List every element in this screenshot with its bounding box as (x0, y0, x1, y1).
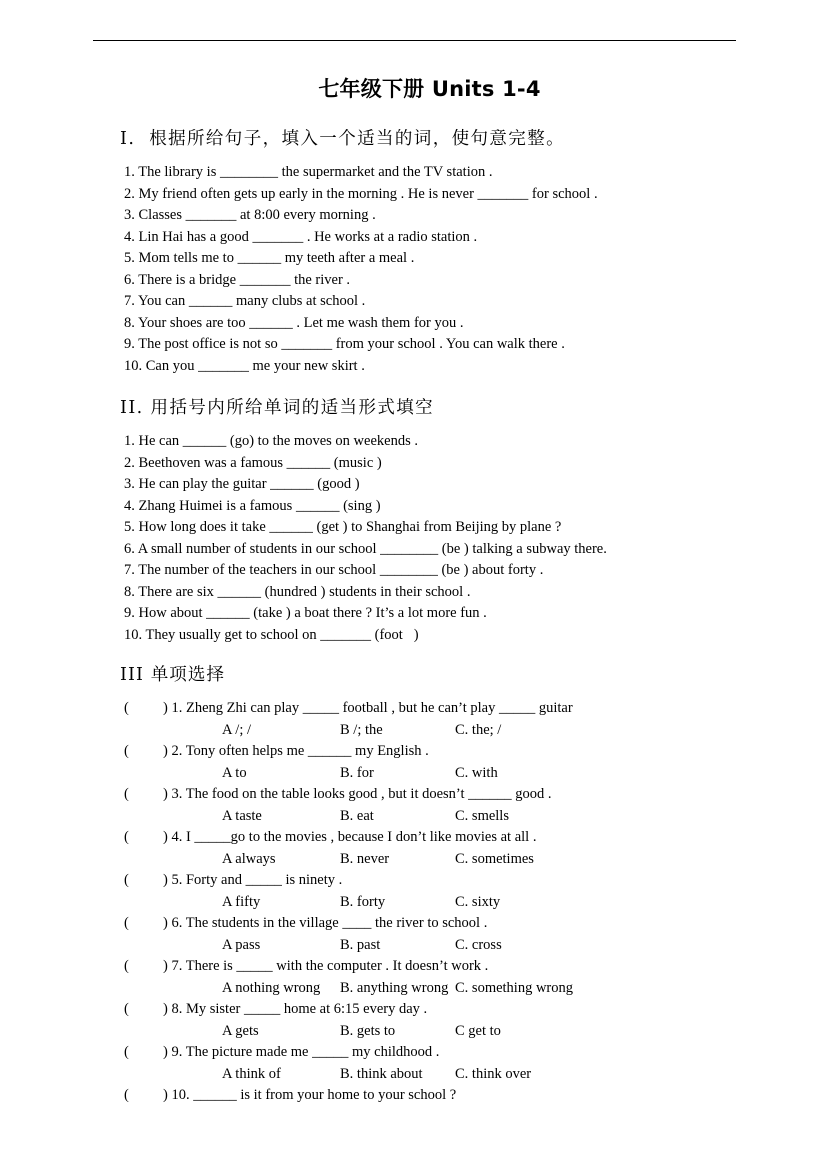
list-item: 2. Beethoven was a famous ______ (music ) (124, 454, 382, 471)
answer-box-close-paren: ) (163, 1044, 168, 1060)
page-title: 七年级下册 Units 1-4 (318, 77, 541, 101)
multiple-choice-question (0, 956, 827, 999)
option-row (0, 763, 827, 785)
answer-box-close-paren: ) (163, 915, 168, 931)
list-item: 10. They usually get to school on _______ (foot ) (124, 626, 419, 643)
option-b[interactable]: B. for (340, 764, 374, 781)
list-item: 5. Mom tells me to ______ my teeth after a meal . (124, 250, 415, 266)
question-text: 8. My sister _____ home at 6:15 every day . (167, 1001, 428, 1017)
answer-box-close-paren: ) (163, 958, 168, 974)
option-row (0, 720, 827, 742)
section-heading-3: III 单项选择 (120, 665, 226, 685)
multiple-choice-question (0, 999, 827, 1042)
question-stem-row (0, 999, 827, 1021)
list-item: 1. The library is ________ the supermarket and the TV station . (124, 164, 493, 180)
list-item: 7. The number of the teachers in our school ________ (be ) about forty . (124, 562, 544, 578)
multiple-choice-question (0, 827, 827, 870)
option-c[interactable]: C. the; / (455, 721, 502, 738)
answer-box-close-paren: ) (163, 1087, 168, 1103)
section-2-item-list (0, 431, 827, 646)
question-text: 4. I _____go to the movies , because I don’t like movies at all . (167, 829, 537, 845)
option-a[interactable]: A /; / (222, 721, 252, 738)
question-stem-row (0, 1042, 827, 1064)
list-item: 4. Lin Hai has a good _______ . He works at a radio station . (124, 228, 478, 245)
option-a[interactable]: A always (222, 850, 276, 867)
question-text: 5. Forty and _____ is ninety . (167, 872, 343, 888)
list-item: 9. The post office is not so _______ from your school . You can walk there . (124, 336, 565, 352)
header-divider-rule (93, 40, 736, 41)
list-item: 10. Can you _______ me your new skirt . (124, 357, 365, 374)
list-item: 6. A small number of students in our school ________ (be ) talking a subway there. (124, 540, 607, 557)
option-c[interactable]: C. something wrong (455, 979, 574, 996)
answer-box-close-paren: ) (163, 786, 168, 802)
option-row (0, 1021, 827, 1043)
question-stem-row (0, 741, 827, 763)
option-b[interactable]: B. never (340, 850, 390, 867)
option-row (0, 892, 827, 914)
answer-box-open-paren[interactable]: ( (124, 829, 129, 845)
option-row (0, 806, 827, 828)
option-b[interactable]: B. gets to (340, 1022, 396, 1039)
answer-box-open-paren[interactable]: ( (124, 743, 129, 759)
list-item: 8. There are six ______ (hundred ) students in their school . (124, 583, 471, 600)
multiple-choice-question (0, 913, 827, 956)
option-a[interactable]: A gets (222, 1022, 259, 1039)
answer-box-close-paren: ) (163, 700, 168, 716)
option-b[interactable]: B. forty (340, 893, 386, 910)
option-b[interactable]: B /; the (340, 721, 383, 738)
multiple-choice-question (0, 784, 827, 827)
option-a[interactable]: A pass (222, 936, 261, 953)
answer-box-open-paren[interactable]: ( (124, 1001, 129, 1017)
question-text: 7. There is _____ with the computer . It doesn’t work . (167, 958, 489, 974)
option-c[interactable]: C get to (455, 1022, 501, 1039)
question-text: 1. Zheng Zhi can play _____ football , but he can’t play _____ guitar (167, 700, 573, 716)
option-a[interactable]: A to (222, 764, 247, 781)
multiple-choice-question (0, 1085, 827, 1107)
section-1-item-list (0, 162, 827, 377)
question-stem-row (0, 698, 827, 720)
list-item: 7. You can ______ many clubs at school . (124, 293, 366, 309)
question-stem-row (0, 956, 827, 978)
option-c[interactable]: C. sixty (455, 893, 501, 910)
question-text: 9. The picture made me _____ my childhood . (167, 1044, 440, 1060)
answer-box-open-paren[interactable]: ( (124, 872, 129, 888)
multiple-choice-question (0, 741, 827, 784)
option-row (0, 978, 827, 1000)
question-stem-row (0, 870, 827, 892)
option-c[interactable]: C. cross (455, 936, 502, 953)
section-3-question-list (0, 698, 827, 1107)
question-text: 2. Tony often helps me ______ my English . (167, 743, 429, 759)
answer-box-open-paren[interactable]: ( (124, 786, 129, 802)
answer-box-open-paren[interactable]: ( (124, 700, 129, 716)
list-item: 4. Zhang Huimei is a famous ______ (sing ) (124, 497, 381, 514)
document-content (0, 74, 827, 1107)
answer-box-close-paren: ) (163, 743, 168, 759)
question-stem-row (0, 827, 827, 849)
option-a[interactable]: A taste (222, 807, 262, 824)
answer-box-open-paren[interactable]: ( (124, 958, 129, 974)
option-row (0, 1064, 827, 1086)
answer-box-open-paren[interactable]: ( (124, 1044, 129, 1060)
option-a[interactable]: A think of (222, 1065, 281, 1082)
list-item: 1. He can ______ (go) to the moves on weekends . (124, 433, 418, 449)
question-stem-row (0, 913, 827, 935)
list-item: 9. How about ______ (take ) a boat there ? It’s a lot more fun . (124, 605, 487, 621)
answer-box-close-paren: ) (163, 872, 168, 888)
multiple-choice-question (0, 870, 827, 913)
question-stem-row (0, 1085, 827, 1107)
question-text: 10. ______ is it from your home to your school ? (167, 1087, 457, 1103)
option-c[interactable]: C. think over (455, 1065, 532, 1082)
option-c[interactable]: C. smells (455, 807, 509, 824)
option-c[interactable]: C. sometimes (455, 850, 534, 867)
list-item: 2. My friend often gets up early in the morning . He is never _______ for school . (124, 185, 598, 202)
list-item: 8. Your shoes are too ______ . Let me wash them for you . (124, 314, 464, 331)
option-b[interactable]: B. think about (340, 1065, 423, 1082)
option-b[interactable]: B. past (340, 936, 381, 953)
section-heading-1: I. 根据所给句子，填入一个适当的词，使句意完整。 (120, 129, 565, 149)
option-b[interactable]: B. eat (340, 807, 374, 824)
option-row (0, 849, 827, 871)
answer-box-close-paren: ) (163, 1001, 168, 1017)
answer-box-close-paren: ) (163, 829, 168, 845)
answer-box-open-paren[interactable]: ( (124, 1087, 129, 1103)
question-text: 3. The food on the table looks good , but it doesn’t ______ good . (167, 786, 552, 802)
list-item: 3. Classes _______ at 8:00 every morning . (124, 207, 376, 223)
option-a[interactable]: A fifty (222, 893, 261, 910)
list-item: 3. He can play the guitar ______ (good ) (124, 476, 360, 492)
list-item: 6. There is a bridge _______ the river . (124, 271, 351, 288)
answer-box-open-paren[interactable]: ( (124, 915, 129, 931)
section-heading-2: II. 用括号内所给单词的适当形式填空 (120, 398, 435, 418)
option-c[interactable]: C. with (455, 764, 498, 781)
option-a[interactable]: A nothing wrong (222, 979, 321, 996)
option-b[interactable]: B. anything wrong (340, 979, 449, 996)
question-text: 6. The students in the village ____ the river to school . (167, 915, 488, 931)
multiple-choice-question (0, 1042, 827, 1085)
option-row (0, 935, 827, 957)
question-stem-row (0, 784, 827, 806)
list-item: 5. How long does it take ______ (get ) to Shanghai from Beijing by plane ? (124, 519, 562, 535)
multiple-choice-question (0, 698, 827, 741)
